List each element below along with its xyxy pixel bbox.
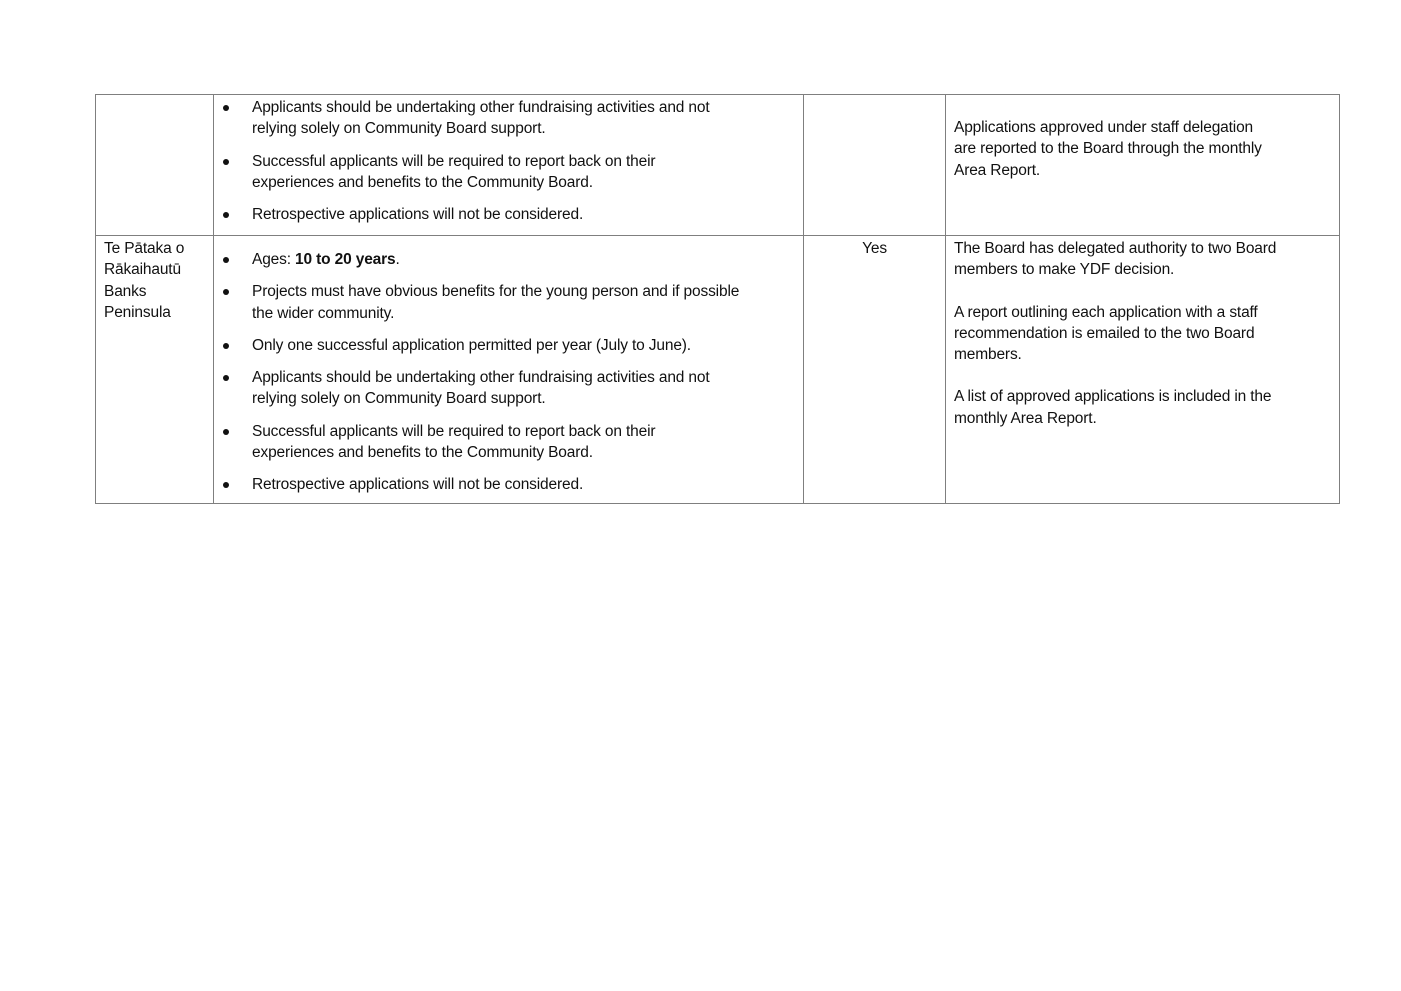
table-row (96, 236, 1340, 504)
notes-text: Area Report. (954, 161, 1041, 179)
area-cell (96, 95, 214, 236)
notes-text: The Board has delegated authority to two Board (954, 240, 1277, 257)
ages-label: Ages: (252, 251, 296, 268)
list-item (214, 367, 803, 410)
list-item (214, 421, 803, 464)
bullet-icon (223, 482, 229, 488)
criteria-text: Applicants should be undertaking other fundraising activities and not (252, 99, 710, 116)
ages-value: 10 to 20 years (295, 251, 396, 268)
notes-text: A list of approved applications is included in the (954, 388, 1272, 406)
bullet-icon (223, 289, 229, 295)
list-item (214, 97, 803, 140)
criteria-text: the wider community. (252, 304, 395, 322)
area-name: Rākaihautū (104, 261, 181, 279)
area-name: Banks (104, 282, 147, 300)
area-cell (96, 236, 214, 504)
notes-text: members. (954, 346, 1022, 364)
criteria-text: Successful applicants will be required to report back on their (252, 422, 656, 440)
criteria-cell (214, 236, 804, 504)
criteria-text: experiences and benefits to the Community Board. (252, 444, 593, 462)
list-item (214, 335, 803, 356)
area-name: Te Pātaka o (104, 240, 185, 257)
delegation-value: Yes (862, 240, 887, 257)
notes-text: are reported to the Board through the monthly (954, 140, 1262, 158)
delegation-cell (804, 236, 946, 504)
notes-text: members to make YDF decision. (954, 261, 1175, 279)
bullet-icon (223, 159, 229, 165)
list-item (214, 249, 803, 270)
criteria-text: Retrospective applications will not be considered. (252, 476, 584, 494)
criteria-list (214, 95, 803, 225)
table-row (96, 95, 1340, 236)
notes-text: recommendation is emailed to the two Board (954, 324, 1255, 342)
ages-suffix: . (395, 251, 400, 268)
notes-text: A report outlining each application with a staff (954, 303, 1258, 321)
notes-text: Applications approved under staff delegation (954, 119, 1254, 136)
criteria-list (214, 236, 803, 496)
bullet-icon (223, 429, 229, 435)
area-name: Peninsula (104, 303, 171, 321)
bullet-icon (223, 375, 229, 381)
criteria-text: relying solely on Community Board support. (252, 120, 546, 138)
criteria-text (252, 249, 803, 270)
bullet-icon (223, 343, 229, 349)
criteria-text: Projects must have obvious benefits for the young person and if possible (252, 283, 740, 301)
list-item (214, 204, 803, 225)
list-item (214, 151, 803, 194)
criteria-cell (214, 95, 804, 236)
criteria-text: relying solely on Community Board support. (252, 390, 546, 408)
bullet-icon (223, 257, 229, 263)
criteria-text: Applicants should be undertaking other fundraising activities and not (252, 369, 710, 387)
criteria-text: experiences and benefits to the Community Board. (252, 173, 593, 191)
funding-criteria-table (95, 94, 1340, 504)
criteria-text: Retrospective applications will not be considered. (252, 206, 584, 224)
notes-text: monthly Area Report. (954, 409, 1097, 427)
list-item (214, 474, 803, 495)
criteria-text: Successful applicants will be required to report back on their (252, 152, 656, 170)
list-item (214, 281, 803, 324)
bullet-icon (223, 212, 229, 218)
notes-cell (946, 95, 1340, 236)
criteria-text: Only one successful application permitted per year (July to June). (252, 336, 691, 354)
bullet-icon (223, 105, 229, 111)
notes-cell (946, 236, 1340, 504)
delegation-cell (804, 95, 946, 236)
